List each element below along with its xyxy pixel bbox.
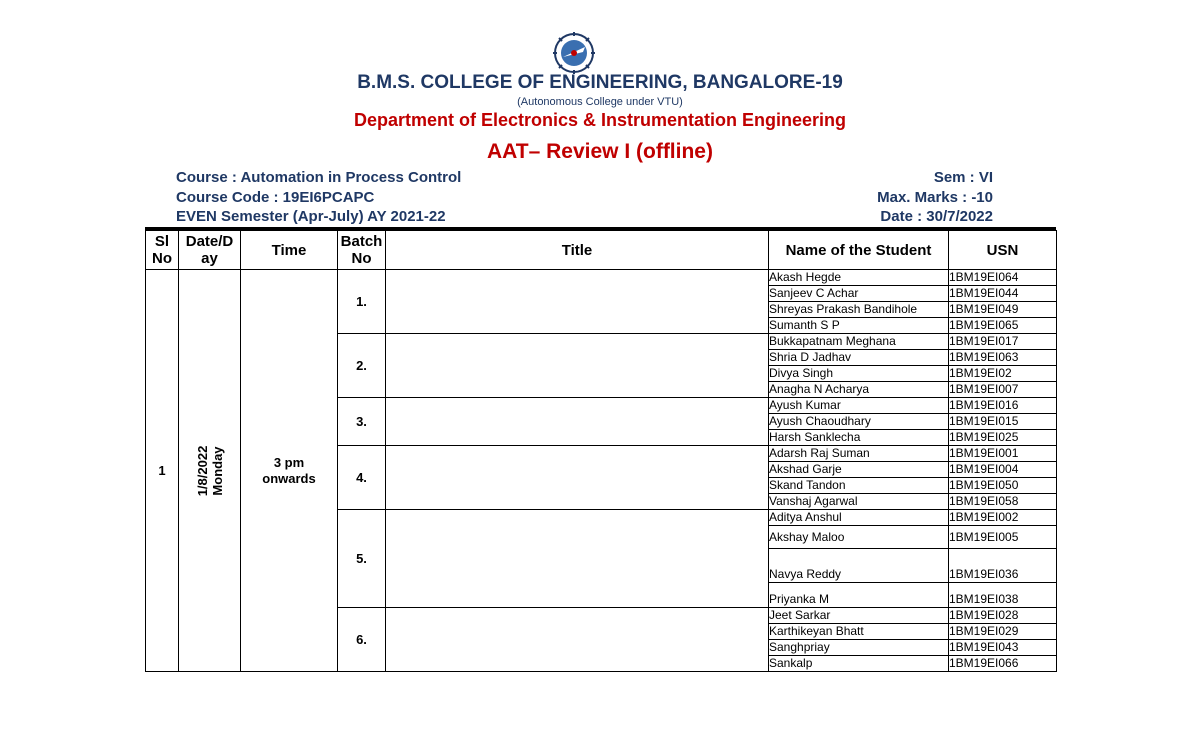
student-usn: 1BM19EI025: [949, 430, 1057, 446]
header-slno: Sl No: [146, 231, 179, 270]
college-name: B.M.S. COLLEGE OF ENGINEERING, BANGALORE-19: [357, 72, 843, 93]
sl-no-cell: 1: [146, 270, 179, 672]
student-usn: 1BM19EI050: [949, 478, 1057, 494]
student-usn: 1BM19EI028: [949, 608, 1057, 624]
header-student: Name of the Student: [769, 231, 949, 270]
batch-no-cell: 6.: [338, 608, 386, 672]
student-name: Sumanth S P: [769, 318, 949, 334]
batch-no-cell: 1.: [338, 270, 386, 334]
student-name: Harsh Sanklecha: [769, 430, 949, 446]
header-batch: Batch No: [338, 231, 386, 270]
semester-ay: EVEN Semester (Apr-July) AY 2021-22: [176, 208, 446, 225]
semester: Sem : VI: [933, 169, 993, 186]
student-usn: 1BM19EI007: [949, 382, 1057, 398]
student-usn: 1BM19EI038: [949, 583, 1057, 608]
title-cell: [386, 398, 769, 446]
student-usn: 1BM19EI017: [949, 334, 1057, 350]
student-name: Skand Tandon: [769, 478, 949, 494]
student-usn: 1BM19EI065: [949, 318, 1057, 334]
title-cell: [386, 510, 769, 608]
student-name: Bukkapatnam Meghana: [769, 334, 949, 350]
student-name: Sanghpriay: [769, 640, 949, 656]
student-name: Aditya Anshul: [769, 510, 949, 526]
student-name: Akash Hegde: [769, 270, 949, 286]
student-usn: 1BM19EI016: [949, 398, 1057, 414]
student-usn: 1BM19EI064: [949, 270, 1057, 286]
student-name: Vanshaj Agarwal: [769, 494, 949, 510]
student-usn: 1BM19EI005: [949, 526, 1057, 549]
student-usn: 1BM19EI002: [949, 510, 1057, 526]
title-cell: [386, 270, 769, 334]
student-usn: 1BM19EI015: [949, 414, 1057, 430]
date-day-vertical: [195, 445, 225, 496]
student-name: Shria D Jadhav: [769, 350, 949, 366]
time-value: 3 pm: [273, 454, 305, 470]
student-usn: 1BM19EI004: [949, 462, 1057, 478]
student-usn: 1BM19EI049: [949, 302, 1057, 318]
course-name: Course : Automation in Process Control: [176, 169, 462, 186]
review-date: Date : 30/7/2022: [880, 208, 993, 225]
student-usn: 1BM19EI02: [949, 366, 1057, 382]
student-name: Shreyas Prakash Bandihole: [769, 302, 949, 318]
time-suffix: onwards: [262, 470, 316, 486]
header-time: Time: [241, 231, 338, 270]
date-value: 1/8/2022: [194, 445, 210, 496]
day-value: Monday: [209, 445, 225, 496]
max-marks: Max. Marks : -10: [877, 189, 993, 206]
batch-no-cell: 2.: [338, 334, 386, 398]
student-name: Navya Reddy: [769, 549, 949, 583]
student-usn: 1BM19EI001: [949, 446, 1057, 462]
table-row: [146, 270, 1057, 286]
student-usn: 1BM19EI029: [949, 624, 1057, 640]
student-usn: 1BM19EI066: [949, 656, 1057, 672]
student-name: Jeet Sarkar: [769, 608, 949, 624]
review-title: AAT– Review I (offline): [487, 140, 713, 163]
student-name: Priyanka M: [769, 583, 949, 608]
student-name: Ayush Kumar: [769, 398, 949, 414]
student-usn: 1BM19EI043: [949, 640, 1057, 656]
date-day-cell: [179, 270, 241, 672]
course-code: Course Code : 19EI6PCAPC: [176, 189, 375, 206]
department-name: Department of Electronics & Instrumentation Engineering: [353, 110, 847, 130]
student-name: Anagha N Acharya: [769, 382, 949, 398]
title-cell: [386, 334, 769, 398]
time-cell: [241, 270, 338, 672]
batch-no-cell: 3.: [338, 398, 386, 446]
student-name: Karthikeyan Bhatt: [769, 624, 949, 640]
autonomous-subtitle: (Autonomous College under VTU): [517, 96, 683, 108]
review-schedule-table: [145, 230, 1057, 672]
title-cell: [386, 608, 769, 672]
header-title: Title: [386, 231, 769, 270]
header-date-day: Date/D ay: [179, 231, 241, 270]
student-usn: 1BM19EI063: [949, 350, 1057, 366]
header-usn: USN: [949, 231, 1057, 270]
table-header-row: [146, 231, 1057, 270]
title-cell: [386, 446, 769, 510]
student-name: Sanjeev C Achar: [769, 286, 949, 302]
student-name: Divya Singh: [769, 366, 949, 382]
student-usn: 1BM19EI044: [949, 286, 1057, 302]
student-name: Ayush Chaoudhary: [769, 414, 949, 430]
student-name: Adarsh Raj Suman: [769, 446, 949, 462]
batch-no-cell: 5.: [338, 510, 386, 608]
student-usn: 1BM19EI058: [949, 494, 1057, 510]
batch-no-cell: 4.: [338, 446, 386, 510]
student-usn: 1BM19EI036: [949, 549, 1057, 583]
student-name: Akshad Garje: [769, 462, 949, 478]
student-name: Sankalp: [769, 656, 949, 672]
student-name: Akshay Maloo: [769, 526, 949, 549]
college-emblem-icon: [553, 32, 595, 74]
